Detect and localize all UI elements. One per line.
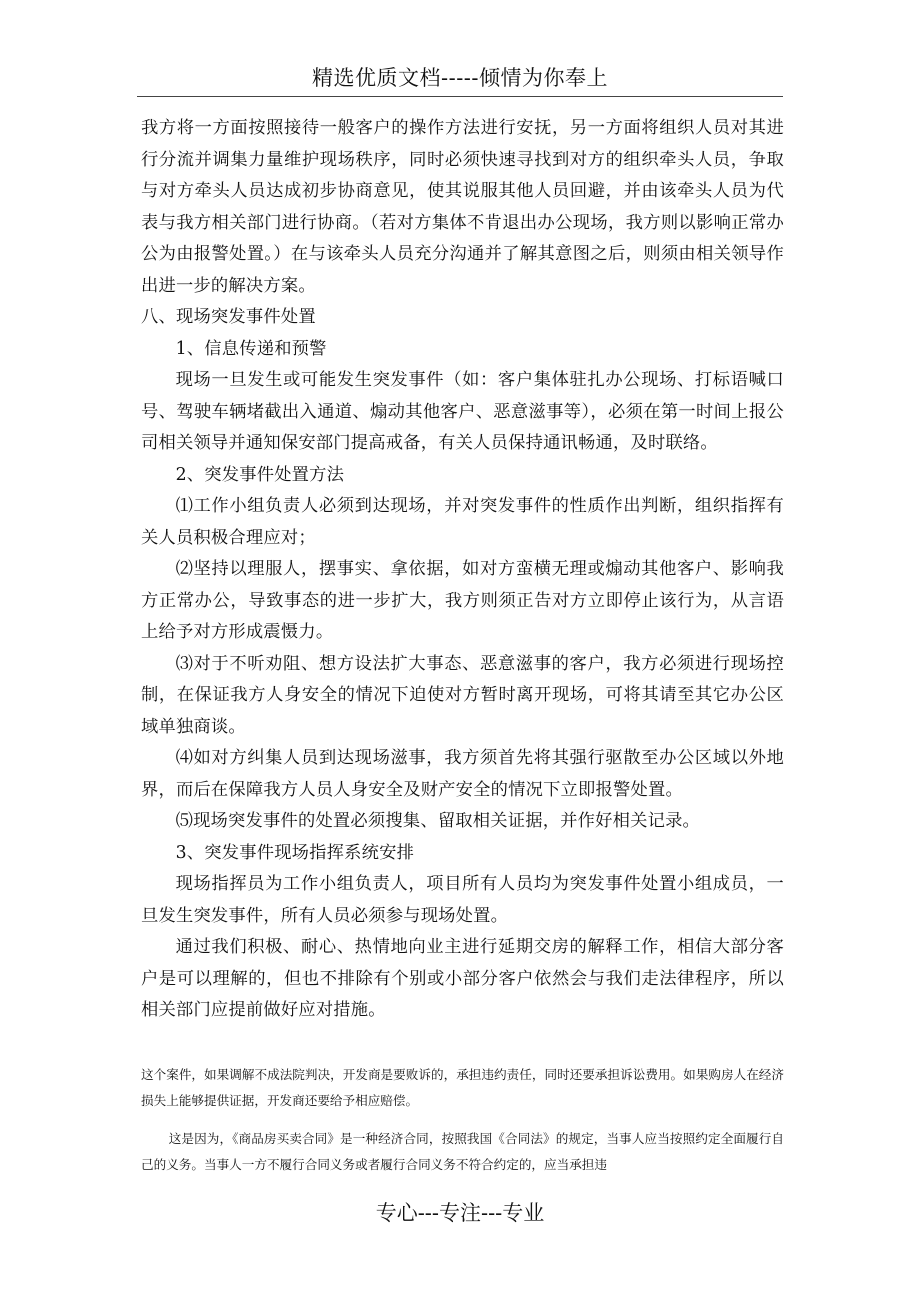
subsection-1-heading: 1、信息传递和预警 bbox=[175, 338, 327, 359]
page-footer-text: 专心---专注---专业 bbox=[375, 1201, 545, 1225]
document-body bbox=[141, 113, 784, 1027]
subsection-3-text: 现场指挥员为工作小组负责人，项目所有人员均为突发事件处置小组成员，一旦发生突发事件，所有人员必须参与现场处置。 bbox=[141, 874, 784, 926]
list-item-3: ⑶对于不听劝阻、想方设法扩大事态、恶意滋事的客户，我方必须进行现场控制，在保证我方人身安全的情况下迫使对方暂时离开现场，可将其请至其它办公区域单独商谈。 bbox=[141, 653, 784, 737]
section-8-heading: 八、现场突发事件处置 bbox=[141, 307, 316, 327]
note-paragraph-1: 这个案件，如果调解不成法院判决，开发商是要败诉的，承担违约责任，同时还要承担诉讼费用。如果购房人在经济损失上能够提供证据，开发商还要给予相应赔偿。 bbox=[141, 1067, 784, 1108]
header-divider bbox=[137, 96, 783, 97]
list-item-5: ⑸现场突发事件的处置必须搜集、留取相关证据，并作好相关记录。 bbox=[175, 811, 701, 831]
subsection-2-heading: 2、突发事件处置方法 bbox=[175, 464, 345, 485]
note-paragraph-2: 这是因为，《商品房买卖合同》是一种经济合同，按照我国《合同法》的规定，当事人应当按照约定全面履行自己的义务。当事人一方不履行合同义务或者履行合同义务不符合约定的，应当承担违 bbox=[141, 1131, 784, 1172]
page-header-title: 精选优质文档-----倾情为你奉上 bbox=[312, 66, 608, 90]
list-item-4: ⑷如对方纠集人员到达现场滋事，我方须首先将其强行驱散至办公区域以外地界，而后在保障我方人员人身安全及财产安全的情况下立即报警处置。 bbox=[141, 748, 784, 800]
list-item-1: ⑴工作小组负责人必须到达现场，并对突发事件的性质作出判断，组织指挥有关人员积极合理应对； bbox=[141, 496, 784, 548]
subsection-3-heading: 3、突发事件现场指挥系统安排 bbox=[175, 842, 415, 863]
closing-paragraph: 通过我们积极、耐心、热情地向业主进行延期交房的解释工作，相信大部分客户是可以理解的，但也不排除有个别或小部分客户依然会与我们走法律程序，所以相关部门应提前做好应对措施。 bbox=[141, 937, 784, 1020]
subsection-1-text: 现场一旦发生或可能发生突发事件（如：客户集体驻扎办公现场、打标语喊口号、驾驶车辆堵截出入通道、煽动其他客户、恶意滋事等），必须在第一时间上报公司相关领导并通知保安部门提高戒备，有关人员保持通讯畅通，及时联络。 bbox=[141, 370, 784, 453]
list-item-2: ⑵坚持以理服人，摆事实、拿依据，如对方蛮横无理或煽动其他客户、影响我方正常办公，导致事态的进一步扩大，我方则须正告对方立即停止该行为，从言语上给予对方形成震慑力。 bbox=[141, 559, 784, 642]
note-block-2 bbox=[141, 1126, 784, 1177]
note-block-1 bbox=[141, 1062, 784, 1113]
intro-paragraph: 我方将一方面按照接待一般客户的操作方法进行安抚，另一方面将组织人员对其进行分流并调集力量维护现场秩序，同时必须快速寻找到对方的组织牵头人员，争取与对方牵头人员达成初步协商意见，使其说服其他人员回避，并由该牵头人员为代表与我方相关部门进行协商。（若对方集体不肯退出办公现场，我方则以影响正常办公为由报警处置。）在与该牵头人员充分沟通并了解其意图之后，则须由相关领导作出进一步的解决方案。 bbox=[141, 118, 784, 296]
